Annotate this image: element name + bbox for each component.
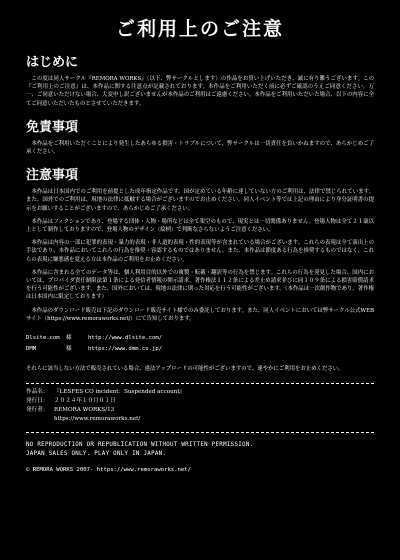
- colophon-divider: [26, 383, 374, 384]
- copyright-line: © REMORA WORKS 2007- https://www.remoraworks.net/: [26, 467, 192, 474]
- publisher-label: 発行者：: [26, 407, 49, 414]
- store-links: [26, 333, 374, 355]
- notes-paragraph-3: 本作品は内容の一部に犯罪的表現・暴力的表現・非人道的表現・性的表現等が含まれている場合がございます。これらの表現は全て演出上の手法であり、本作品においてこれらの行為を推奨・容認するものではありません。また、本作品は節度ある行為を推奨するものではなく、これらの表現に嫌悪感を覚える方は本作品のご利用をお止めください。: [26, 240, 374, 263]
- disclaimer-text: 本作品をご利用いただくことにより発生したあらゆる損害・トラブルについて、弊サークルは一切責任を負いかねますので、あらかじめご了承ください。: [26, 140, 374, 156]
- store-link-row: [26, 333, 374, 344]
- disclaimer-heading: 免責事項: [26, 119, 79, 135]
- intro-text: この度は同人サークル『REMORA WORKS』（以下、弊サークルとします）の作品をお買い上げいただき、誠に有り難うございます。この『ご利用上のご注意』は、本作品に関する注意点が記載されております。本作品をご利用いただく前に必ずご確認のうえご同意ください。万一、ご同意いただけない場合、大変申し訳ございませんが本作品のご利用はご遠慮ください。本作品をご利用いただいた場合、以下の内容に全てご同意いただいたものとさせていただきます。: [26, 76, 374, 107]
- notes-paragraph-1: 本作品は日本国内でのご利用を前提とした成年指定作品です。国が定めている年齢に達していない方のご利用は、法律で禁じられています。また、国外でのご利用は、現地の法律に抵触する場合がございますのでお止めください。同人イベント等では上記の理由により身分証明書の提示をお願いすることがございますので、あらかじめご了承ください。: [26, 189, 374, 212]
- notes-heading: 注意事項: [26, 168, 79, 184]
- legal-divider: [26, 432, 374, 433]
- intro-heading: はじめに: [26, 55, 79, 70]
- page-title: ご利用上のご注意: [115, 18, 284, 40]
- notes-paragraph-4: 本作品に含まれる全てのデータ等は、個人利用目的以外での複製・転載・翻訳等の行為を禁じます。これらの行為を発見した場合、国内においては、プロバイダ責任制限法第１条による発信者情報の開示請求、著作権法１１２条による差止め請求並びに同１０９条による損害賠償請求を行う可能性がございます。また、国外においては、現地の法律に則った対応を行う可能性がございます。（本作品は一次創作物であり、著作権は日本国内に限定しております）: [26, 269, 374, 301]
- store-link-row: [26, 344, 374, 355]
- colophon-row: [26, 406, 374, 415]
- store-url[interactable]: https://www.dmm.co.jp/: [88, 346, 163, 353]
- store-name: Dlsite.com: [26, 335, 60, 342]
- legal-notice: [26, 441, 374, 459]
- work-title: 『LESFES CO incident：Suspended account』: [54, 389, 186, 396]
- colophon-row: [26, 415, 374, 424]
- legal-line: NO REPRODUCTION OR REPUBLICATION WITHOUT WRITTEN PERMISSION.: [26, 442, 254, 449]
- colophon: [26, 388, 374, 424]
- notes-paragraph-5: 本作品のダウンロード販売は下記のダウンロード販売サイト様でのみ委託しております。また、同人イベントにおいては弊サークル公式WEBサイト（https://www.remoraworks.net/）にて告知しております。: [26, 307, 374, 322]
- store-honorific: 様: [66, 346, 72, 353]
- colophon-row: [26, 388, 374, 397]
- publisher-url[interactable]: https://www.remoraworks.net/: [54, 416, 141, 423]
- notes-paragraph-2: 本作品はフィクションであり、登場する団体・人物・場所などは全て架空のもので、現実とは一切関係ありません。登場人物は全て２１歳以上として制作しておりますので、登場人物のデザイン（絵柄）で判断なさらないようご注意ください。: [26, 218, 374, 234]
- legal-line: JAPAN SALES ONLY. PLAY ONLY IN JAPAN.: [26, 451, 167, 458]
- store-honorific: 様: [66, 335, 72, 342]
- publish-date: ２０２４年１０月０１日: [54, 398, 116, 405]
- store-name: DMM: [26, 346, 37, 353]
- store-url[interactable]: http://www.dlsite.com/: [88, 335, 163, 342]
- illegal-upload-note: それらに該当しない方法で販売されている場合、違法アップロードの可能性がございますので、速やかにご利用をお止めください。: [26, 366, 344, 373]
- work-label: 作品名：: [26, 389, 49, 396]
- colophon-row: [26, 397, 374, 406]
- publisher-name: REMORA WORKS/13: [54, 407, 115, 414]
- date-label: 発行日：: [26, 398, 49, 405]
